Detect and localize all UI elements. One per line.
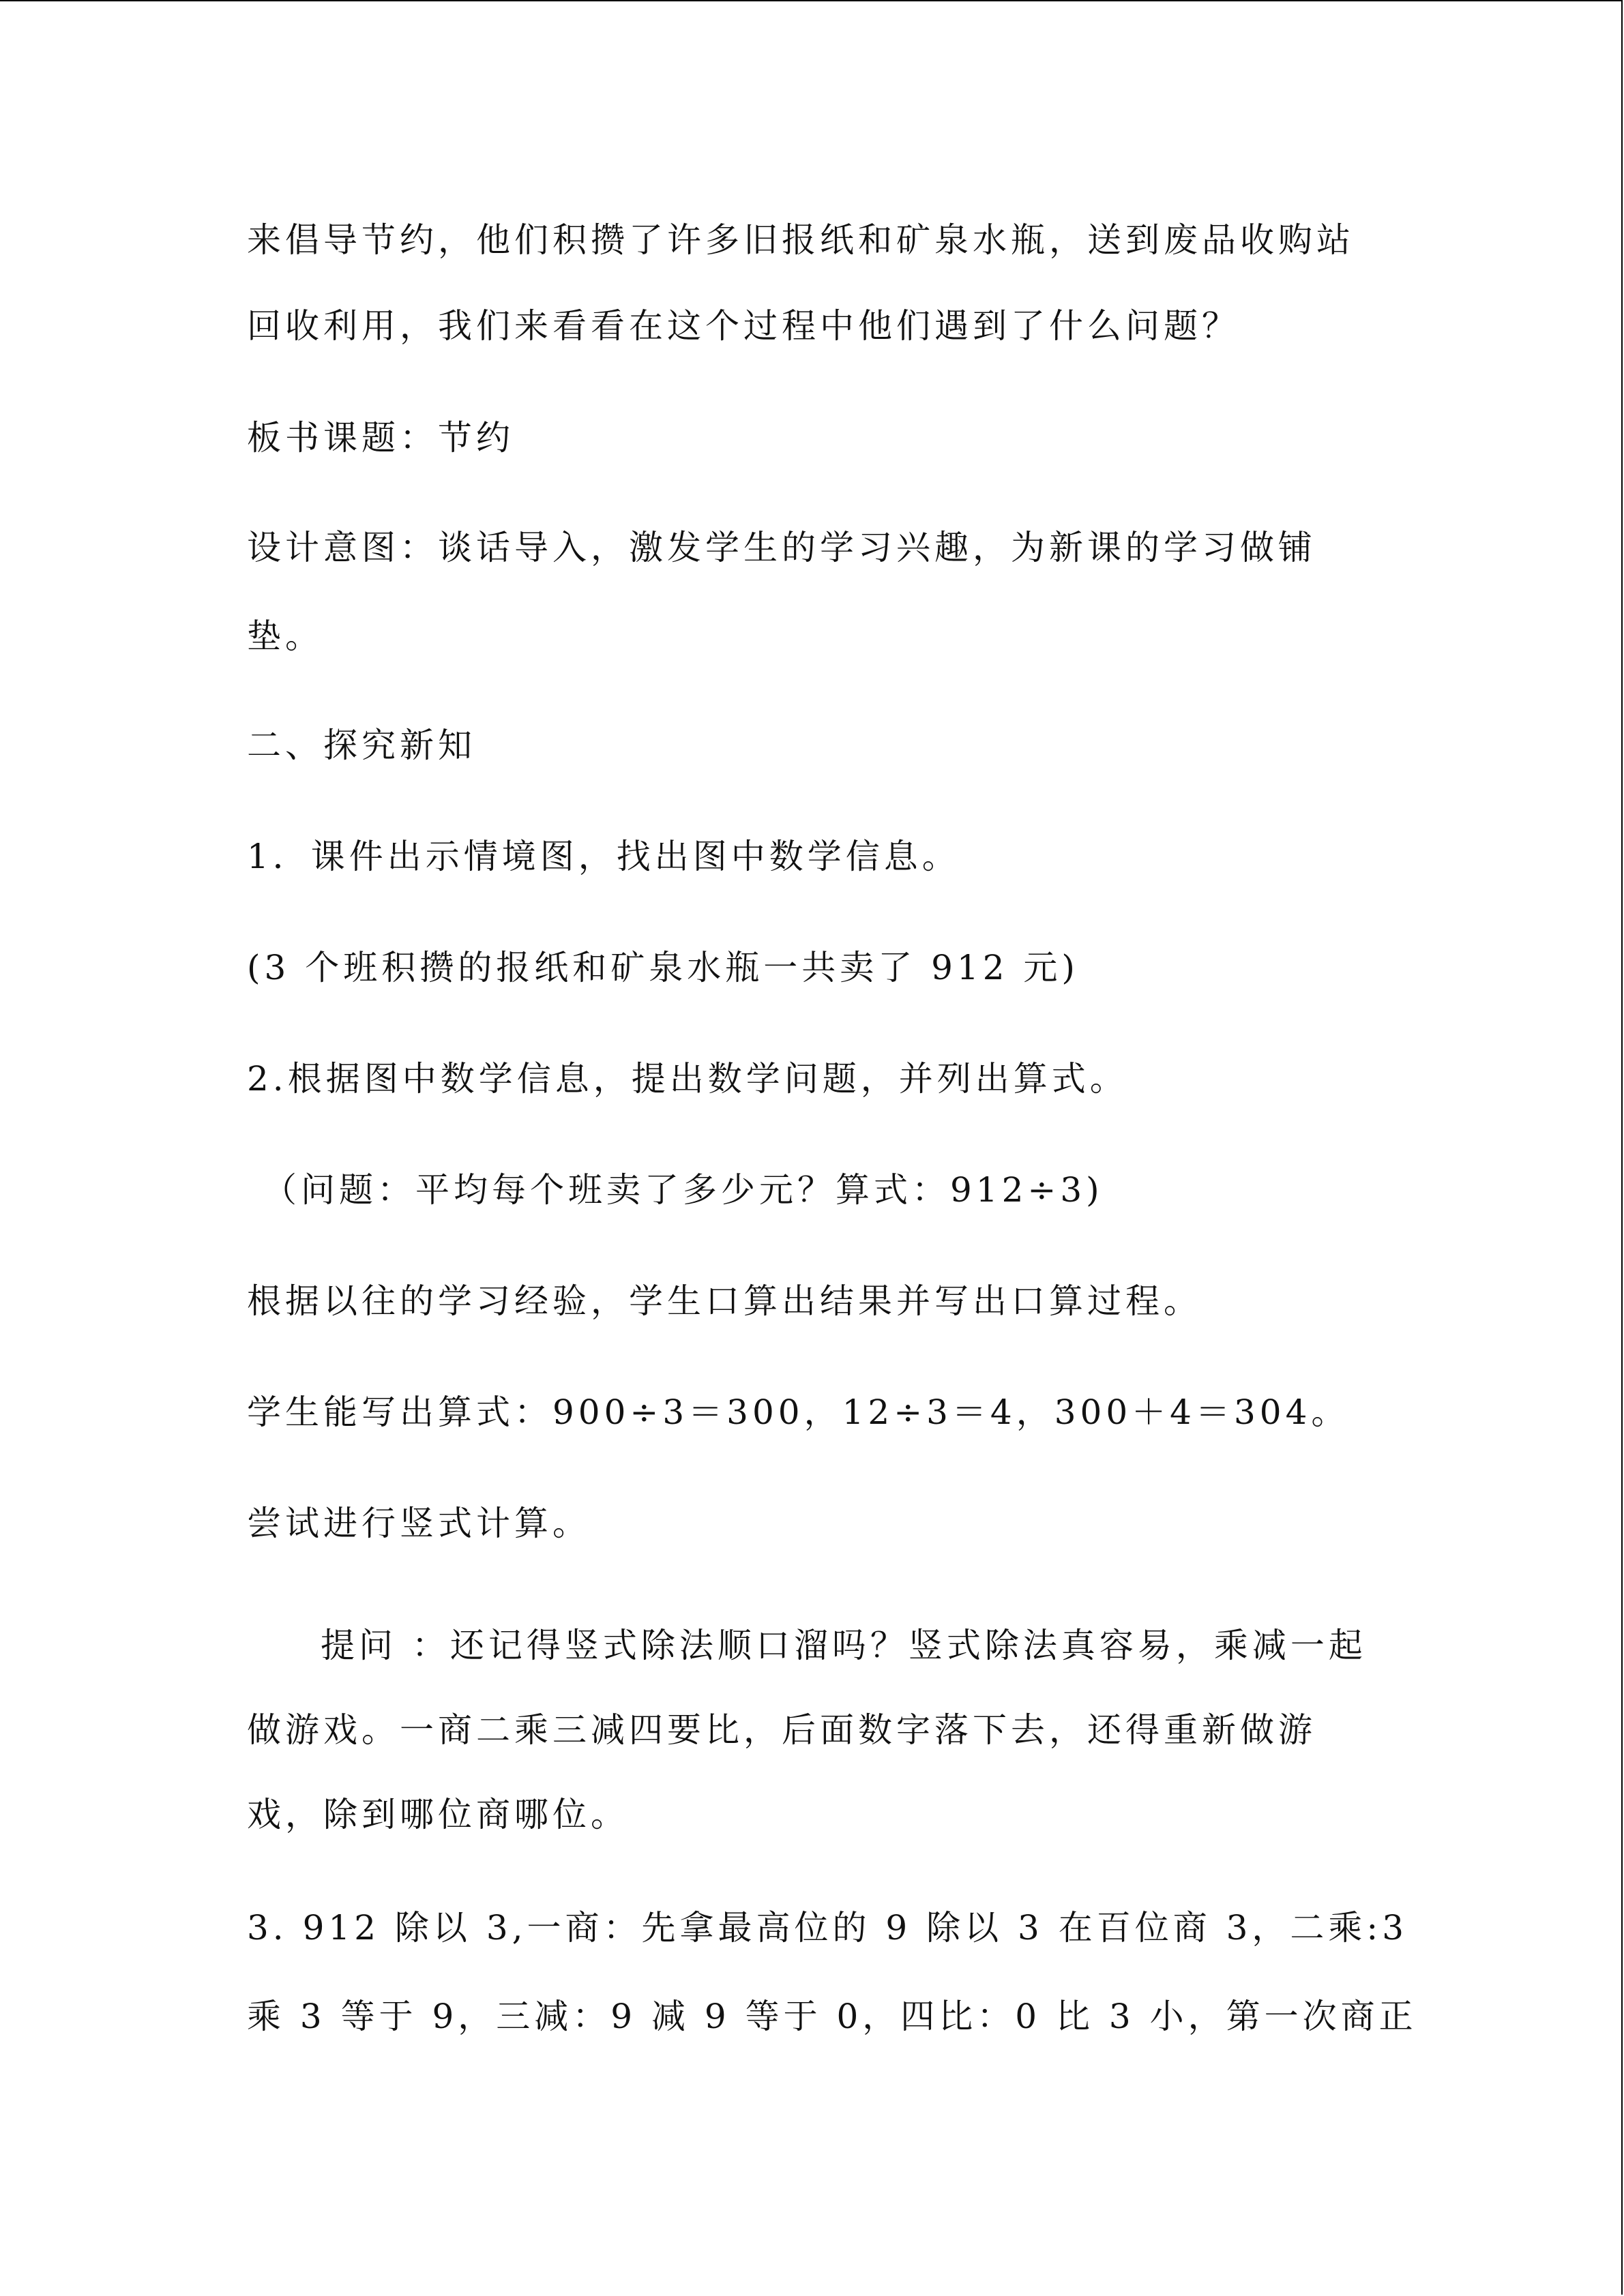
paragraph-line: （问题：平均每个班卖了多少元？算式：912÷3)	[263, 1170, 1104, 1210]
paragraph-line: 戏，除到哪位商哪位。	[247, 1795, 629, 1834]
lesson-title-line: 板书课题：节约	[247, 418, 514, 458]
paragraph-line: 学生能写出算式：900÷3＝300，12÷3＝4，300＋4＝304。	[247, 1392, 1350, 1432]
paragraph-line: (3 个班积攒的报纸和矿泉水瓶一共卖了 912 元)	[247, 948, 1079, 987]
paragraph-line: 做游戏。一商二乘三减四要比，后面数字落下去，还得重新做游	[247, 1710, 1316, 1750]
design-intent-line: 设计意图：谈话导入，激发学生的学习兴趣，为新课的学习做铺	[247, 528, 1316, 567]
list-item: 2.根据图中数学信息，提出数学问题，并列出算式。	[247, 1059, 1128, 1099]
list-item: 3. 912 除以 3,一商：先拿最高位的 9 除以 3 在百位商 3，二乘:3	[247, 1908, 1408, 1948]
paragraph-line: 尝试进行竖式计算。	[247, 1504, 591, 1543]
list-item: 1．课件出示情境图，找出图中数学信息。	[247, 837, 960, 876]
paragraph-line: 乘 3 等于 9，三减：9 减 9 等于 0，四比：0 比 3 小，第一次商正	[247, 1997, 1417, 2036]
paragraph-line: 提问 ：还记得竖式除法顺口溜吗？竖式除法真容易，乘减一起	[321, 1626, 1367, 1665]
design-intent-line: 垫。	[247, 616, 323, 656]
paragraph-line: 来倡导节约，他们积攒了许多旧报纸和矿泉水瓶，送到废品收购站	[247, 220, 1355, 260]
paragraph-line: 根据以往的学习经验，学生口算出结果并写出口算过程。	[247, 1281, 1202, 1321]
paragraph-line: 回收利用，我们来看看在这个过程中他们遇到了什么问题？	[247, 306, 1240, 346]
section-heading: 二、探究新知	[247, 726, 476, 765]
